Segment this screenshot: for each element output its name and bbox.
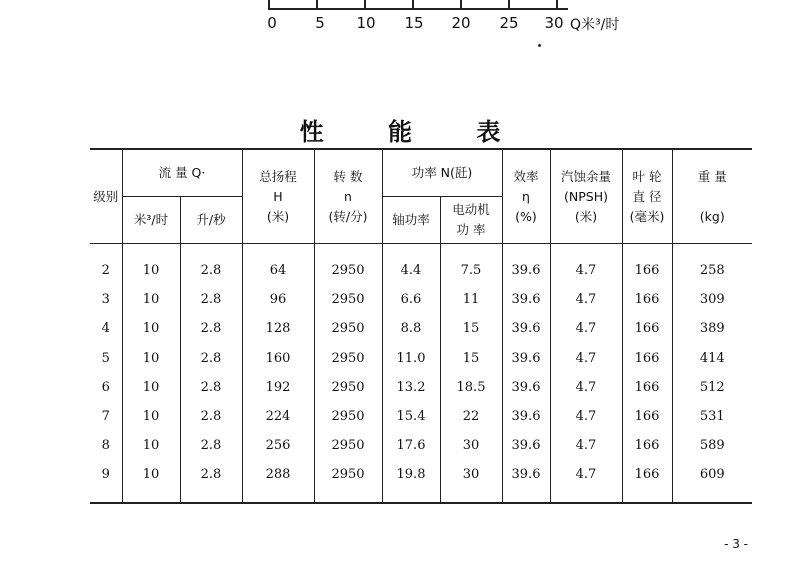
header-speed-line3: (转/分) [328,208,368,224]
cell-head: 160 [242,344,314,373]
title-char: 能 [388,118,412,146]
cell-shaft-power: 17.6 [382,431,440,460]
flow-axis [268,0,628,40]
cell-grade: 6 [90,373,122,402]
header-shaft-power: 轴功率 [382,197,440,244]
header-grade: 级别 [90,149,122,244]
table-row [90,373,752,402]
cell-motor-power: 22 [440,402,502,431]
table-row [90,285,752,314]
header-speed-line1: 转 数 [333,168,363,184]
cell-motor-power: 7.5 [440,244,502,286]
header-motor-line1: 电动机 [452,202,490,217]
table-title [0,112,800,147]
cell-impeller-diameter: 166 [622,431,672,460]
cell-grade: 9 [90,460,122,502]
cell-efficiency: 39.6 [502,460,550,502]
header-impeller-line1: 叶 轮 [632,168,662,184]
cell-npsh: 4.7 [550,402,622,431]
title-char: 性 [299,118,324,146]
table-row [90,244,752,286]
cell-speed: 2950 [314,373,382,402]
cell-motor-power: 15 [440,344,502,373]
cell-speed: 2950 [314,285,382,314]
axis-tick [316,0,318,10]
table-body [90,244,752,503]
table-row [90,431,752,460]
cell-shaft-power: 6.6 [382,285,440,314]
stray-dot [538,44,541,47]
axis-tick [556,0,558,10]
cell-weight: 609 [672,460,752,502]
cell-npsh: 4.7 [550,314,622,343]
cell-flow-ls: 2.8 [180,244,242,286]
header-flow-ls: 升/秒 [180,197,242,244]
header-motor-line2: 功 率 [456,222,486,237]
cell-flow-ls: 2.8 [180,402,242,431]
cell-weight: 512 [672,373,752,402]
cell-efficiency: 39.6 [502,344,550,373]
cell-flow-m3h: 10 [122,244,180,286]
cell-impeller-diameter: 166 [622,402,672,431]
header-head-line1: 总扬程 [259,168,297,184]
cell-weight: 414 [672,344,752,373]
cell-speed: 2950 [314,344,382,373]
header-weight-line2: (kg) [699,208,725,224]
cell-flow-m3h: 10 [122,314,180,343]
header-power: 功率 N(瓩) [382,149,502,197]
cell-head: 256 [242,431,314,460]
header-npsh [550,149,622,244]
cell-flow-m3h: 10 [122,285,180,314]
cell-head: 192 [242,373,314,402]
header-impeller-line3: (毫米) [629,208,665,224]
cell-grade: 7 [90,402,122,431]
axis-tick-label: 10 [356,14,376,32]
cell-grade: 4 [90,314,122,343]
page-number: - 3 - [724,537,748,551]
cell-impeller-diameter: 166 [622,285,672,314]
axis-tick [364,0,366,10]
cell-weight: 589 [672,431,752,460]
cell-head: 128 [242,314,314,343]
table-row [90,402,752,431]
cell-motor-power: 15 [440,314,502,343]
cell-speed: 2950 [314,244,382,286]
axis-tick-label: 5 [315,14,325,32]
cell-flow-m3h: 10 [122,344,180,373]
cell-head: 96 [242,285,314,314]
cell-flow-m3h: 10 [122,460,180,502]
axis-tick-label: 25 [499,14,519,32]
cell-speed: 2950 [314,402,382,431]
axis-tick [460,0,462,10]
header-weight-line1: 重 量 [697,168,727,184]
cell-shaft-power: 15.4 [382,402,440,431]
cell-flow-ls: 2.8 [180,285,242,314]
header-eff-line1: 效率 [513,168,539,184]
cell-efficiency: 39.6 [502,285,550,314]
header-flow-m3h: 米³/时 [122,197,180,244]
cell-grade: 5 [90,344,122,373]
cell-head: 224 [242,402,314,431]
axis-tick-label: 15 [404,14,424,32]
cell-motor-power: 11 [440,285,502,314]
cell-impeller-diameter: 166 [622,314,672,343]
header-impeller [622,149,672,244]
cell-grade: 8 [90,431,122,460]
cell-impeller-diameter: 166 [622,373,672,402]
table-row [90,460,752,502]
cell-motor-power: 30 [440,431,502,460]
cell-weight: 531 [672,402,752,431]
header-flow: 流 量 Q· [122,149,242,197]
cell-speed: 2950 [314,460,382,502]
header-npsh-line2: (NPSH) [564,188,608,204]
header-eff-line3: (%) [515,208,537,224]
cell-efficiency: 39.6 [502,402,550,431]
cell-efficiency: 39.6 [502,314,550,343]
table-row [90,314,752,343]
cell-npsh: 4.7 [550,431,622,460]
header-speed-line2: n [344,188,352,204]
cell-shaft-power: 13.2 [382,373,440,402]
header-npsh-line3: (米) [574,208,598,224]
cell-npsh: 4.7 [550,460,622,502]
table-row [90,344,752,373]
cell-grade: 2 [90,244,122,286]
cell-shaft-power: 11.0 [382,344,440,373]
cell-flow-ls: 2.8 [180,460,242,502]
cell-weight: 258 [672,244,752,286]
cell-flow-ls: 2.8 [180,344,242,373]
axis-tick-label: 0 [267,14,277,32]
cell-shaft-power: 8.8 [382,314,440,343]
cell-efficiency: 39.6 [502,244,550,286]
header-eff-line2: η [522,188,530,204]
cell-npsh: 4.7 [550,344,622,373]
cell-efficiency: 39.6 [502,373,550,402]
axis-line [268,8,568,10]
header-head [242,149,314,244]
cell-grade: 3 [90,285,122,314]
header-head-line2: H [273,188,283,204]
cell-shaft-power: 4.4 [382,244,440,286]
cell-npsh: 4.7 [550,285,622,314]
cell-motor-power: 18.5 [440,373,502,402]
header-head-line3: (米) [266,208,290,224]
header-npsh-line1: 汽蚀余量 [560,168,611,184]
header-motor-power [440,197,502,244]
cell-weight: 309 [672,285,752,314]
axis-tick [508,0,510,10]
cell-flow-m3h: 10 [122,431,180,460]
header-weight [672,149,752,244]
cell-efficiency: 39.6 [502,431,550,460]
cell-speed: 2950 [314,431,382,460]
axis-tick-label: 30 [544,14,564,32]
cell-flow-m3h: 10 [122,402,180,431]
cell-weight: 389 [672,314,752,343]
header-impeller-line2: 直 径 [632,188,662,204]
axis-tick [412,0,414,10]
cell-impeller-diameter: 166 [622,244,672,286]
performance-table [90,148,752,504]
cell-npsh: 4.7 [550,244,622,286]
cell-head: 64 [242,244,314,286]
cell-npsh: 4.7 [550,373,622,402]
cell-impeller-diameter: 166 [622,460,672,502]
cell-flow-ls: 2.8 [180,431,242,460]
axis-unit: Q米³/时 [570,17,620,33]
cell-motor-power: 30 [440,460,502,502]
header-efficiency [502,149,550,244]
axis-tick [268,0,270,10]
cell-head: 288 [242,460,314,502]
cell-flow-ls: 2.8 [180,314,242,343]
cell-impeller-diameter: 166 [622,344,672,373]
header-speed [314,149,382,244]
title-char: 表 [476,118,501,146]
cell-flow-ls: 2.8 [180,373,242,402]
axis-tick-label: 20 [451,14,471,32]
cell-speed: 2950 [314,314,382,343]
cell-shaft-power: 19.8 [382,460,440,502]
cell-flow-m3h: 10 [122,373,180,402]
